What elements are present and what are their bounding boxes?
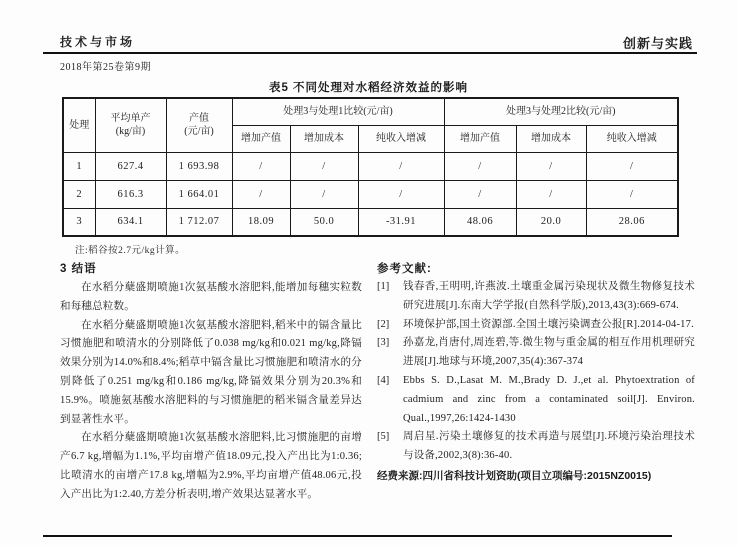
col-header-output-value-line2: (元/亩) bbox=[184, 126, 214, 138]
table-row bbox=[63, 208, 678, 236]
reference-label: [2] bbox=[377, 318, 390, 330]
col-header-avg-yield bbox=[95, 98, 166, 152]
reference-label: [4] bbox=[377, 374, 390, 386]
cell-added-value-1: 18.09 bbox=[232, 208, 290, 236]
references-heading: 参考文献: bbox=[377, 263, 432, 275]
cell-net-income-1: / bbox=[358, 180, 444, 208]
cell-treatment: 2 bbox=[63, 180, 95, 208]
reference-label: [1] bbox=[377, 281, 390, 292]
cell-added-value-2: 48.06 bbox=[444, 208, 516, 236]
cell-net-income-2: / bbox=[586, 152, 678, 180]
cell-added-value-2: / bbox=[444, 180, 516, 208]
conclusion-paragraph: 在水稻分蘖盛期喷施1次氨基酸水溶肥料,比习惯施肥的亩增产6.7 kg,增幅为1.1%,平均亩增产值18.09元,投入产出比为1:0.36;比喷清水的亩增产17.8 kg,增幅为2.9%,平均亩增产值48.06元,投入产出比为1:2.40,方差分析表明,增产效果达显著水平。 bbox=[60, 432, 362, 500]
economics-table bbox=[62, 97, 679, 237]
section-label: 创新与实践 bbox=[622, 36, 693, 51]
reference-item bbox=[377, 334, 695, 372]
cell-net-income-2: 28.06 bbox=[586, 208, 678, 236]
cell-output-value: 1 712.07 bbox=[166, 208, 232, 236]
table-note: 注:稻谷按2.7元/kg计算。 bbox=[75, 246, 186, 256]
col-header-treatment: 处理 bbox=[63, 98, 95, 152]
col-group-compare-1: 处理3与处理1比较(元/亩) bbox=[232, 98, 444, 125]
subheader-added-cost-1: 增加成本 bbox=[290, 125, 358, 152]
reference-item bbox=[377, 428, 695, 466]
cell-added-cost-2: / bbox=[516, 152, 586, 180]
cell-added-cost-1: / bbox=[290, 152, 358, 180]
cell-added-value-2: / bbox=[444, 152, 516, 180]
subheader-net-income-1: 纯收入增减 bbox=[358, 125, 444, 152]
cell-treatment: 1 bbox=[63, 152, 95, 180]
table-row bbox=[63, 180, 678, 208]
reference-label: [5] bbox=[377, 431, 390, 443]
conclusion-heading: 3 结语 bbox=[60, 263, 97, 275]
subheader-net-income-2: 纯收入增减 bbox=[586, 125, 678, 152]
subheader-added-value-2: 增加产值 bbox=[444, 125, 516, 152]
subheader-added-value-1: 增加产值 bbox=[232, 125, 290, 152]
conclusion-column bbox=[60, 260, 362, 522]
reference-text: Ebbs S. D.,Lasat M. M.,Brady D. J.,et al. Phytoextration of cadmium and zinc from a contaminated soil[J]. Environ. Qual.,1997,26:1424-1430 bbox=[403, 374, 695, 424]
cell-output-value: 1 693.98 bbox=[166, 152, 232, 180]
reference-text: 钱春香,王明明,许燕波.土壤重金属污染现状及微生物修复技术研究进展[J].东南大学学报(自然科学版),2013,43(3):669-674. bbox=[403, 281, 695, 311]
cell-net-income-2: / bbox=[586, 180, 678, 208]
col-group-compare-2: 处理3与处理2比较(元/亩) bbox=[444, 98, 678, 125]
reference-item bbox=[377, 278, 695, 316]
cell-added-cost-1: / bbox=[290, 180, 358, 208]
cell-net-income-1: -31.91 bbox=[358, 208, 444, 236]
funding-line: 经费来源:四川省科技计划资助(项目立项编号:2015NZ0015) bbox=[377, 469, 652, 482]
cell-output-value: 1 664.01 bbox=[166, 180, 232, 208]
conclusion-paragraph: 在水稻分蘖盛期喷施1次氨基酸水溶肥料,能增加每穗实粒数和每穗总粒数。 bbox=[60, 282, 362, 312]
table-title: 表5 不同处理对水稻经济效益的影响 bbox=[268, 82, 469, 94]
reference-text: 环境保护部,国土资源部.全国土壤污染调查公报[R].2014-04-17. bbox=[403, 318, 694, 330]
cell-added-value-1: / bbox=[232, 180, 290, 208]
reference-text: 周启星.污染土壤修复的技术再造与展望[J].环境污染治理技术与设备,2002,3(8):36-40. bbox=[403, 431, 695, 462]
table-header-row-1 bbox=[63, 98, 678, 125]
reference-item bbox=[377, 316, 695, 335]
conclusion-paragraph: 在水稻分蘖盛期喷施1次氨基酸水溶肥料,稻米中的镉含量比习惯施肥和喷清水的分别降低了0.038 mg/kg和0.021 mg/kg,降镉效果分别为14.0%和8.4%;稻草中镉含量比习惯施肥和喷清水的分别降低了0.251 mg/kg和0.186 mg/kg,降镉效果分别为20.3%和15.9%。喷施氨基酸水溶肥料的与习惯施肥的稻米镉含量差异达到显著性水平。 bbox=[60, 319, 362, 425]
reference-label: [3] bbox=[377, 337, 390, 349]
footer-rule bbox=[43, 535, 672, 537]
cell-added-cost-2: / bbox=[516, 180, 586, 208]
col-header-output-value bbox=[166, 98, 232, 152]
col-header-avg-yield-line1: 平均单产 bbox=[110, 113, 151, 125]
table-row bbox=[63, 152, 678, 180]
cell-avg-yield: 616.3 bbox=[95, 180, 166, 208]
cell-avg-yield: 634.1 bbox=[95, 208, 166, 236]
issue-info: 2018年第25卷第9期 bbox=[60, 62, 151, 73]
cell-net-income-1: / bbox=[358, 152, 444, 180]
reference-item bbox=[377, 372, 695, 428]
col-header-avg-yield-line2: (kg/亩) bbox=[115, 126, 146, 138]
col-header-output-value-line1: 产值 bbox=[189, 113, 209, 125]
references-column bbox=[377, 260, 695, 522]
cell-added-cost-1: 50.0 bbox=[290, 208, 358, 236]
cell-added-value-1: / bbox=[232, 152, 290, 180]
cell-avg-yield: 627.4 bbox=[95, 152, 166, 180]
cell-treatment: 3 bbox=[63, 208, 95, 236]
subheader-added-cost-2: 增加成本 bbox=[516, 125, 586, 152]
journal-title: 技术与市场 bbox=[60, 35, 136, 49]
header-rule bbox=[43, 52, 697, 54]
cell-added-cost-2: 20.0 bbox=[516, 208, 586, 236]
reference-text: 孙嘉龙,肖唐付,周连碧,等.微生物与重金属的相互作用机理研究进展[J].地球与环境,2007,35(4):367-374 bbox=[403, 337, 695, 368]
